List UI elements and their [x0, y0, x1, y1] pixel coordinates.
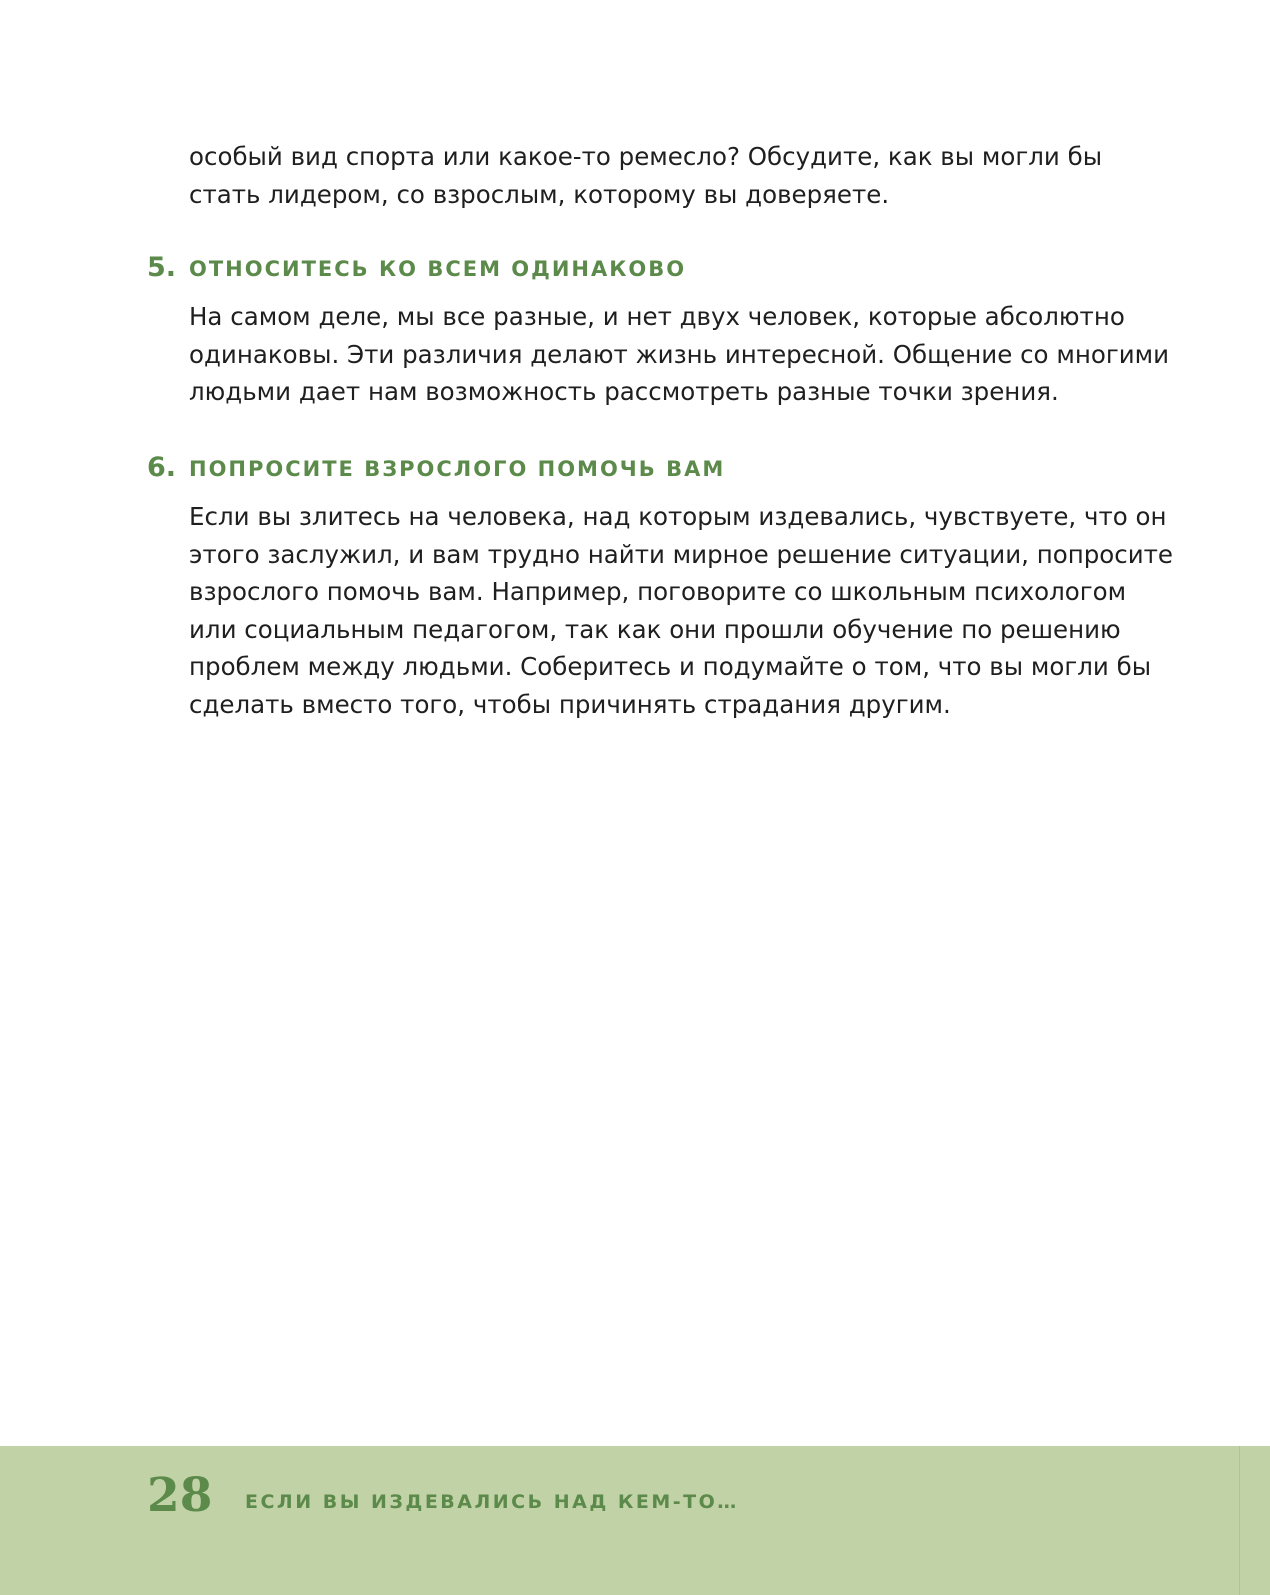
section-5-heading [147, 252, 686, 283]
section-5-paragraph [189, 298, 1170, 411]
section-6-paragraph [189, 498, 1174, 723]
paragraph-line: сделать вместо того, чтобы причинять страдания другим. [189, 689, 951, 719]
footer-band [0, 1446, 1270, 1595]
section-title: ОТНОСИТЕСЬ КО ВСЕМ ОДИНАКОВО [189, 257, 687, 281]
section-title: ПОПРОСИТЕ ВЗРОСЛОГО ПОМОЧЬ ВАМ [189, 457, 726, 481]
paragraph-line: одинаковы. Эти различия делают жизнь интересной. Общение со многими [189, 339, 1170, 369]
paragraph-line: проблем между людьми. Соберитесь и подумайте о том, что вы могли бы [189, 652, 1152, 681]
paragraph-line: Если вы злитесь на человека, над которым издевались, чувствуете, что он [189, 502, 1167, 531]
paragraph-line: взрослого помочь вам. Например, поговорите со школьным психологом [189, 577, 1127, 606]
footer-divider [1239, 1446, 1240, 1595]
running-title: ЕСЛИ ВЫ ИЗДЕВАЛИСЬ НАД КЕМ-ТО… [245, 1491, 739, 1513]
section-number: 6. [147, 452, 177, 483]
paragraph-line: людьми дает нам возможность рассмотреть разные точки зрения. [189, 377, 1059, 406]
section-6-heading [147, 452, 725, 483]
paragraph-line: стать лидером, со взрослым, которому вы доверяете. [189, 179, 890, 209]
paragraph-line: особый вид спорта или какое-то ремесло? Обсудите, как вы могли бы [189, 142, 1103, 171]
section-number: 5. [147, 252, 177, 283]
continuation-paragraph [189, 138, 1149, 213]
paragraph-line: этого заслужил, и вам трудно найти мирное решение ситуации, попросите [189, 539, 1174, 569]
paragraph-line: или социальным педагогом, так как они прошли обучение по решению [189, 614, 1121, 644]
page-number: 28 [147, 1468, 213, 1523]
paragraph-line: На самом деле, мы все разные, и нет двух человек, которые абсолютно [189, 302, 1125, 331]
